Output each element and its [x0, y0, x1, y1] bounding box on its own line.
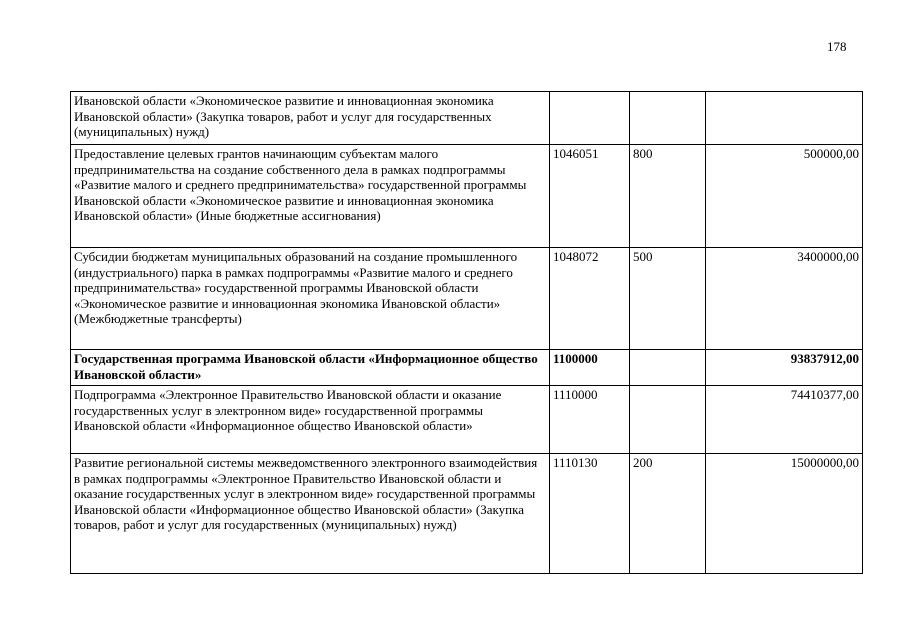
row-amount-cell: [706, 92, 863, 145]
row-name-cell: Ивановской области «Экономическое развитие и инновационная экономика Ивановской области» (Закупка товаров, работ и услуг для государственных (муниципальных) нужд): [71, 92, 550, 145]
row-name-cell: Субсидии бюджетам муниципальных образований на создание промышленного (индустриального) парка в рамках подпрограммы «Развитие малого и среднего предпринимательства» государственной программы Ивановской области «Экономическое развитие и инновационная экономика Ивановской области» (Межбюджетные трансферты): [71, 248, 550, 350]
row-code-cell: [550, 92, 630, 145]
row-expense-type-cell: 200: [630, 454, 706, 574]
row-expense-type-cell: [630, 350, 706, 386]
row-amount-cell: 15000000,00: [706, 454, 863, 574]
table-row: [71, 454, 863, 574]
page-number: 178: [827, 39, 847, 54]
row-amount-cell: 93837912,00: [706, 350, 863, 386]
row-amount-cell: 74410377,00: [706, 386, 863, 454]
row-code-cell: 1110000: [550, 386, 630, 454]
row-code-cell: 1048072: [550, 248, 630, 350]
row-expense-type-cell: [630, 92, 706, 145]
row-name-cell: Подпрограмма «Электронное Правительство Ивановской области и оказание государственных услуг в электронном виде» государственной программы Ивановской области «Информационное общество Ивановской области»: [71, 386, 550, 454]
row-code-cell: 1100000: [550, 350, 630, 386]
row-code-cell: 1110130: [550, 454, 630, 574]
row-expense-type-cell: 800: [630, 145, 706, 248]
row-name-cell: Развитие региональной системы межведомственного электронного взаимодействия в рамках подпрограммы «Электронное Правительство Ивановской области и оказание государственных услуг в электронном виде» государственной программы Ивановской области «Информационное общество Ивановской области» (Закупка товаров, работ и услуг для государственных (муниципальных) нужд): [71, 454, 550, 574]
table-row: [71, 92, 863, 145]
budget-table: [70, 91, 863, 574]
table-row: [71, 145, 863, 248]
table-row-program: [71, 350, 863, 386]
row-name-cell: Государственная программа Ивановской области «Информационное общество Ивановской области»: [71, 350, 550, 386]
row-name-cell: Предоставление целевых грантов начинающим субъектам малого предпринимательства на создание собственного дела в рамках подпрограммы «Развитие малого и среднего предпринимательства» государственной программы Ивановской области «Экономическое развитие и инновационная экономика Ивановской области» (Иные бюджетные ассигнования): [71, 145, 550, 248]
row-expense-type-cell: [630, 386, 706, 454]
row-expense-type-cell: 500: [630, 248, 706, 350]
row-amount-cell: 500000,00: [706, 145, 863, 248]
row-amount-cell: 3400000,00: [706, 248, 863, 350]
table-row: [71, 248, 863, 350]
row-code-cell: 1046051: [550, 145, 630, 248]
table-row: [71, 386, 863, 454]
